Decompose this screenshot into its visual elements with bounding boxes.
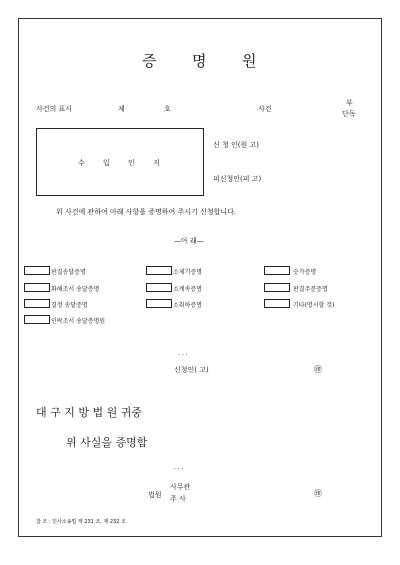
- respondent-label: 피신청인(피 고): [213, 175, 262, 183]
- stamp-char-4: 지: [153, 159, 160, 167]
- date-dots-2: . . .: [174, 464, 184, 471]
- item-withdrawal-cert: 소취하증명: [173, 302, 202, 309]
- revenue-stamp-box: [36, 128, 204, 196]
- court-name: 대 구 지 방 법 원 귀중: [36, 406, 142, 419]
- item-filing-cert: 소제기증명: [173, 269, 202, 276]
- checkbox-judgment-order-cert[interactable]: [264, 283, 290, 292]
- case-je: 제: [118, 105, 125, 113]
- applicant-label: 신 청 인(원 고): [213, 141, 259, 149]
- title-char-3: 원: [242, 52, 257, 70]
- signer-label: 신청인( 고): [174, 366, 209, 374]
- item-count-cert: 숫가증명: [293, 269, 317, 276]
- checkbox-withdrawal-cert[interactable]: [146, 299, 172, 308]
- certify-text: 위 사실을 증명함: [66, 436, 148, 449]
- checkbox-settlement-service[interactable]: [24, 283, 50, 292]
- checkbox-decision-service[interactable]: [24, 299, 50, 308]
- checkbox-other[interactable]: [264, 299, 290, 308]
- seal-mark: ㊞: [314, 365, 322, 374]
- document-frame: [18, 18, 382, 537]
- clerk-title: 사무관: [170, 483, 191, 491]
- clerk-title-2: 주 사: [170, 495, 186, 503]
- item-other: 기타(명시할 것): [293, 302, 335, 309]
- seal-mark-2: ㊞: [314, 489, 322, 498]
- case-ho: 호: [164, 105, 171, 113]
- below-heading: —아 래—: [174, 237, 204, 245]
- title-char-2: 명: [192, 52, 207, 70]
- single-judge-label: 단독: [342, 110, 356, 118]
- item-settlement-service: 화해조서 송달증명: [51, 286, 100, 293]
- court-label: 법원: [148, 491, 162, 499]
- title-char-1: 증: [142, 52, 157, 70]
- item-judgment-order-cert: 판결주문증명: [293, 286, 328, 293]
- division-label: 부: [346, 99, 353, 107]
- item-pending-cert: 소계속증명: [173, 286, 202, 293]
- request-text: 위 사건에 관하여 아래 사항을 증명하여 주시기 신청합니다.: [56, 208, 237, 216]
- case-word: 사건: [258, 105, 272, 113]
- footnote: 참 조 : 민사소송법 제 231 조, 제 232 조: [36, 519, 126, 525]
- checkbox-count-cert[interactable]: [264, 266, 290, 275]
- item-judgment-service: 판결송달증명: [51, 269, 86, 276]
- stamp-char-2: 입: [103, 159, 110, 167]
- checkbox-filing-cert[interactable]: [146, 266, 172, 275]
- checkbox-judgment-service[interactable]: [24, 266, 50, 275]
- date-dots: . . .: [178, 350, 188, 357]
- stamp-char-3: 인: [128, 159, 135, 167]
- case-label: 사건의 표시: [36, 105, 73, 113]
- item-decision-service: 결정 송달증명: [51, 302, 88, 309]
- checkbox-acceptance-service[interactable]: [24, 315, 50, 324]
- item-acceptance-service: 인락조서 송달증명원: [51, 318, 106, 325]
- checkbox-pending-cert[interactable]: [146, 283, 172, 292]
- stamp-char-1: 수: [78, 159, 85, 167]
